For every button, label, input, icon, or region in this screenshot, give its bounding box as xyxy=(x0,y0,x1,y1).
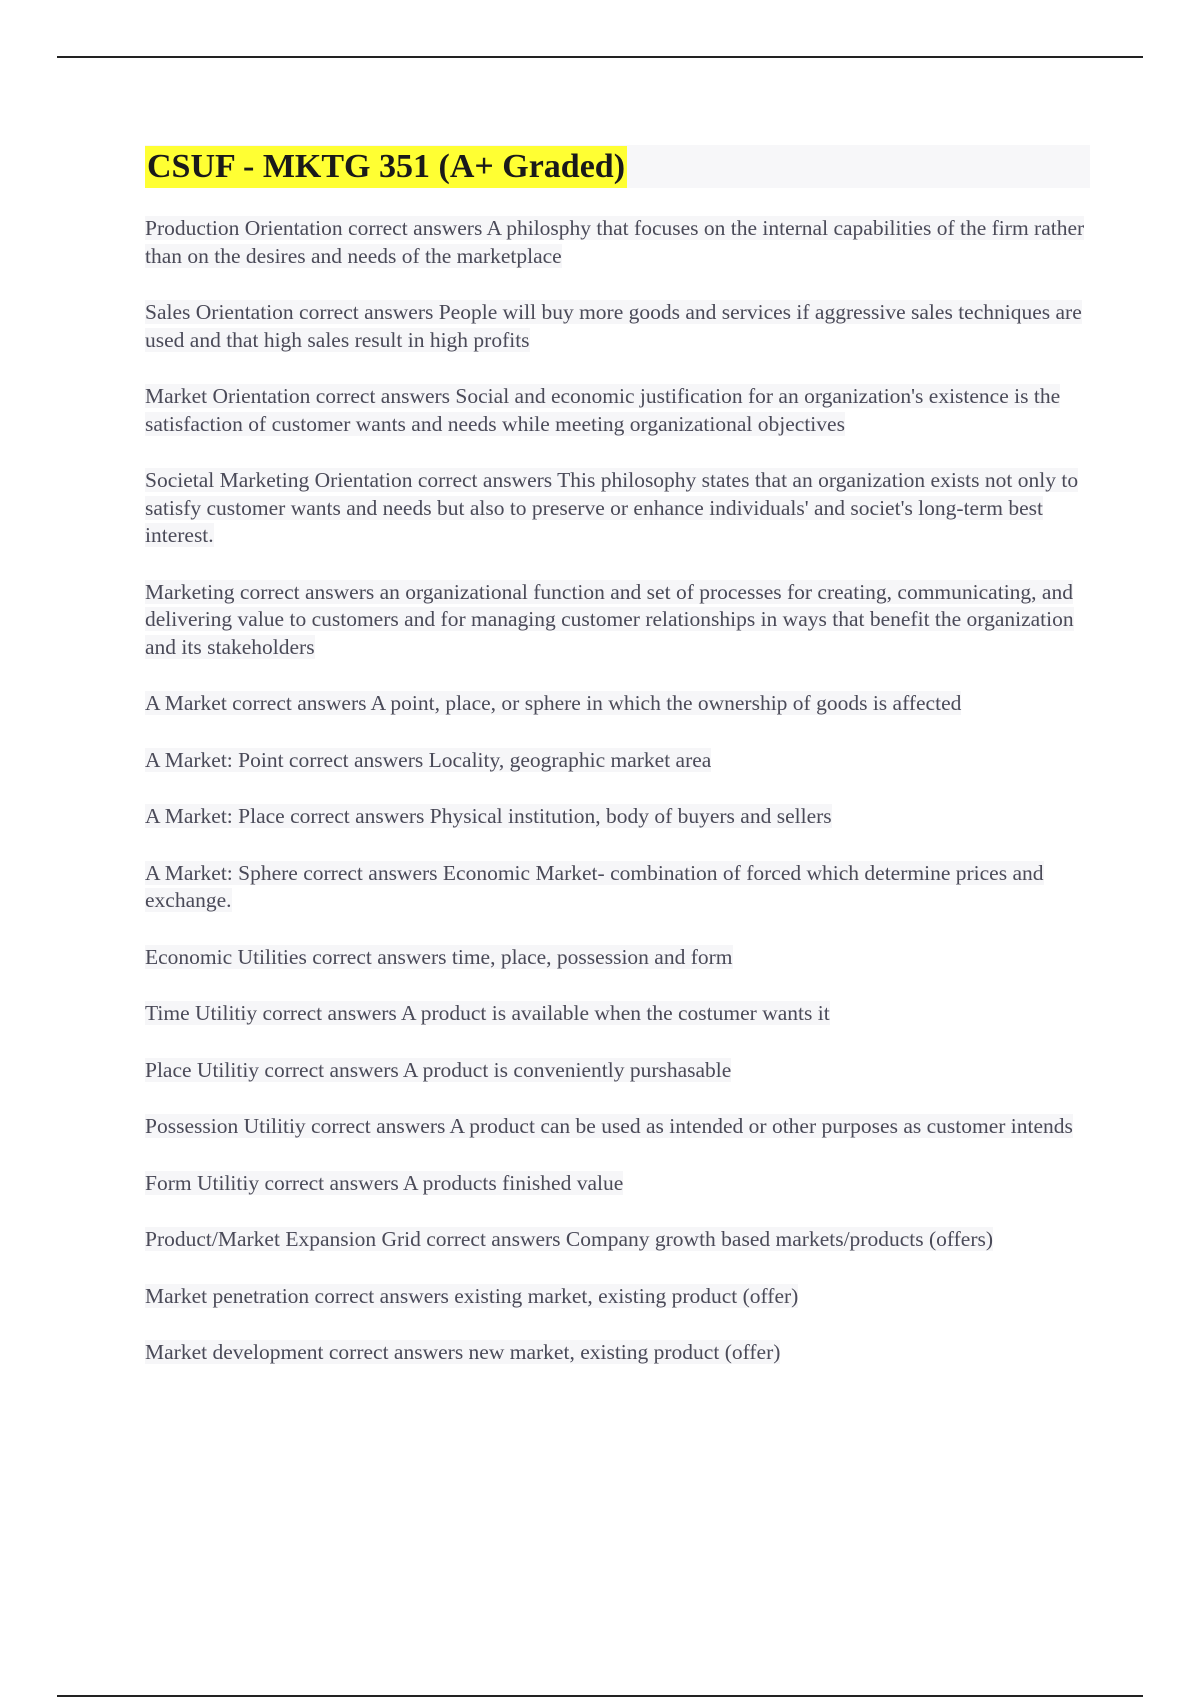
entry-product-market-expansion-grid xyxy=(145,1226,1090,1254)
entry-time-utility xyxy=(145,1000,1090,1028)
entry-text: Economic Utilities correct answers time, place, possession and form xyxy=(145,944,733,969)
entry-possession-utility xyxy=(145,1113,1090,1141)
entry-text: Market Orientation correct answers Social and economic justification for an organization's existence is the satisfaction of customer wants and needs while meeting organizational objectives xyxy=(145,384,1061,436)
entry-marketing xyxy=(145,579,1090,662)
document-body xyxy=(145,145,1090,1396)
document-title: CSUF - MKTG 351 (A+ Graded) xyxy=(145,146,627,188)
entry-text: Market penetration correct answers existing market, existing product (offer) xyxy=(145,1283,799,1308)
entry-market-point xyxy=(145,747,1090,775)
entry-text: Place Utilitiy correct answers A product is conveniently purshasable xyxy=(145,1057,732,1082)
entry-text: Time Utilitiy correct answers A product is available when the costumer wants it xyxy=(145,1001,830,1025)
entry-a-market xyxy=(145,690,1090,718)
entry-market-penetration xyxy=(145,1283,1090,1311)
entry-production-orientation xyxy=(145,215,1090,270)
entry-text: Sales Orientation correct answers People will buy more goods and services if aggressive sales techniques are used and that high sales result in high profits xyxy=(145,300,1082,352)
entry-economic-utilities xyxy=(145,944,1090,972)
entry-societal-marketing-orientation xyxy=(145,467,1090,550)
entry-market-place xyxy=(145,803,1090,831)
entry-text: Market development correct answers new market, existing product (offer) xyxy=(145,1340,781,1364)
top-rule xyxy=(57,56,1143,58)
entry-text: Societal Marketing Orientation correct answers This philosophy states that an organization exists not only to satisfy customer wants and needs but also to preserve or enhance individuals' and societ's long-term best interest. xyxy=(145,468,1079,547)
entry-market-development xyxy=(145,1339,1090,1367)
entry-text: Product/Market Expansion Grid correct answers Company growth based markets/products (offers) xyxy=(145,1227,994,1251)
bottom-rule xyxy=(57,1695,1143,1697)
entry-market-orientation xyxy=(145,383,1090,438)
entry-form-utility xyxy=(145,1170,1090,1198)
entry-text: A Market: Point correct answers Locality, geographic market area xyxy=(145,747,712,772)
entry-text: A Market: Sphere correct answers Economic Market- combination of forced which determine prices and exchange. xyxy=(145,860,1044,912)
entry-text: A Market: Place correct answers Physical institution, body of buyers and sellers xyxy=(145,804,832,828)
entry-text: Form Utilitiy correct answers A products finished value xyxy=(145,1170,624,1195)
entry-market-sphere xyxy=(145,860,1090,915)
entry-text: Possession Utilitiy correct answers A product can be used as intended or other purposes as customer intends xyxy=(145,1114,1073,1138)
entry-text: Production Orientation correct answers A philosphy that focuses on the internal capabilities of the firm rather than on the desires and needs of the marketplace xyxy=(145,216,1085,268)
entry-sales-orientation xyxy=(145,299,1090,354)
entry-place-utility xyxy=(145,1057,1090,1085)
entry-text: A Market correct answers A point, place, or sphere in which the ownership of goods is affected xyxy=(145,691,962,715)
title-row xyxy=(145,145,1090,188)
entry-text: Marketing correct answers an organizational function and set of processes for creating, communicating, and delivering value to customers and for managing customer relationships in ways that benefit the organization and its stakeholders xyxy=(145,579,1074,659)
